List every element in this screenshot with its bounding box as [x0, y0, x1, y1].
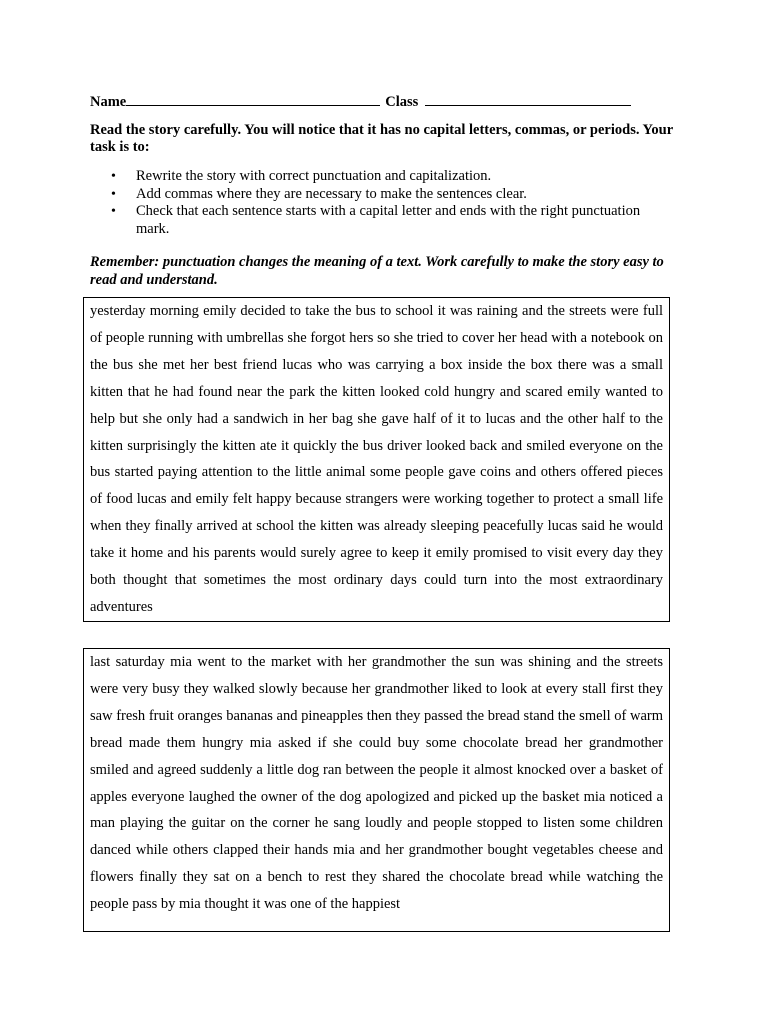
list-item — [90, 203, 675, 238]
remember-note: Remember: punctuation changes the meaning of a text. Work carefully to make the story easy to read and understand. — [90, 254, 664, 288]
story-box-2 — [83, 648, 670, 932]
task-text: Check that each sentence starts with a capital letter and ends with the right punctuation mark. — [136, 203, 641, 237]
class-label: Class — [385, 94, 419, 110]
task-text: Add commas where they are necessary to make the sentences clear. — [136, 185, 527, 202]
bullet-icon: • — [111, 186, 116, 202]
instructions-intro: Read the story carefully. You will notice that it has no capital letters, commas, or periods. Your task is to: — [90, 122, 673, 155]
bullet-icon: • — [111, 169, 116, 184]
bullet-icon: • — [111, 204, 116, 219]
task-list — [90, 168, 675, 238]
student-fields — [90, 94, 631, 111]
name-label: Name — [90, 94, 127, 110]
story-box-1 — [83, 297, 670, 622]
list-item — [90, 186, 675, 204]
list-item — [90, 168, 675, 186]
class-blank-line[interactable] — [425, 94, 631, 106]
story-text-1: yesterday morning emily decided to take the bus to school it was raining and the streets were full of people running with umbrellas she forgot hers so she tried to cover her head with a notebook on the bus she met her best friend lucas who was carrying a box inside the box there was a small kitten that he had found near the park the kitten looked cold hungry and scared emily wanted to help but she only had a sandwich in her bag she gave half of it to lucas and the other half to the kitten surprisingly the kitten ate it quickly the bus driver looked back and smiled everyone on the bus started paying attention to the little animal some people gave coins and others offered pieces of food lucas and emily felt happy because strangers were working together to protect a small life when they finally arrived at school the kitten was already sleeping peacefully lucas said he would take it home and his parents would surely agree to keep it emily promised to visit every day they both thought that sometimes the most ordinary days could turn into the most extraordinary adventures — [90, 303, 663, 615]
task-text: Rewrite the story with correct punctuation and capitalization. — [136, 168, 492, 184]
name-blank-line[interactable] — [126, 94, 380, 106]
story-text-2: last saturday mia went to the market with her grandmother the sun was shining and the streets were very busy they walked slowly because her grandmother liked to look at every stall first they saw fresh fruit oranges bananas and pineapples then they passed the bread stand the smell of warm bread made them hungry mia asked if she could buy some chocolate bread her grandmother smiled and agreed suddenly a little dog ran between the people it almost knocked over a basket of apples everyone laughed the owner of the dog apologized and picked up the basket mia noticed a man playing the guitar on the corner he sang loudly and people stopped to listen some children danced while others clapped their hands mia and her grandmother bought vegetables cheese and flowers finally they sat on a bench to rest they shared the chocolate bread while watching the people pass by mia thought it was one of the happiest — [90, 654, 663, 913]
